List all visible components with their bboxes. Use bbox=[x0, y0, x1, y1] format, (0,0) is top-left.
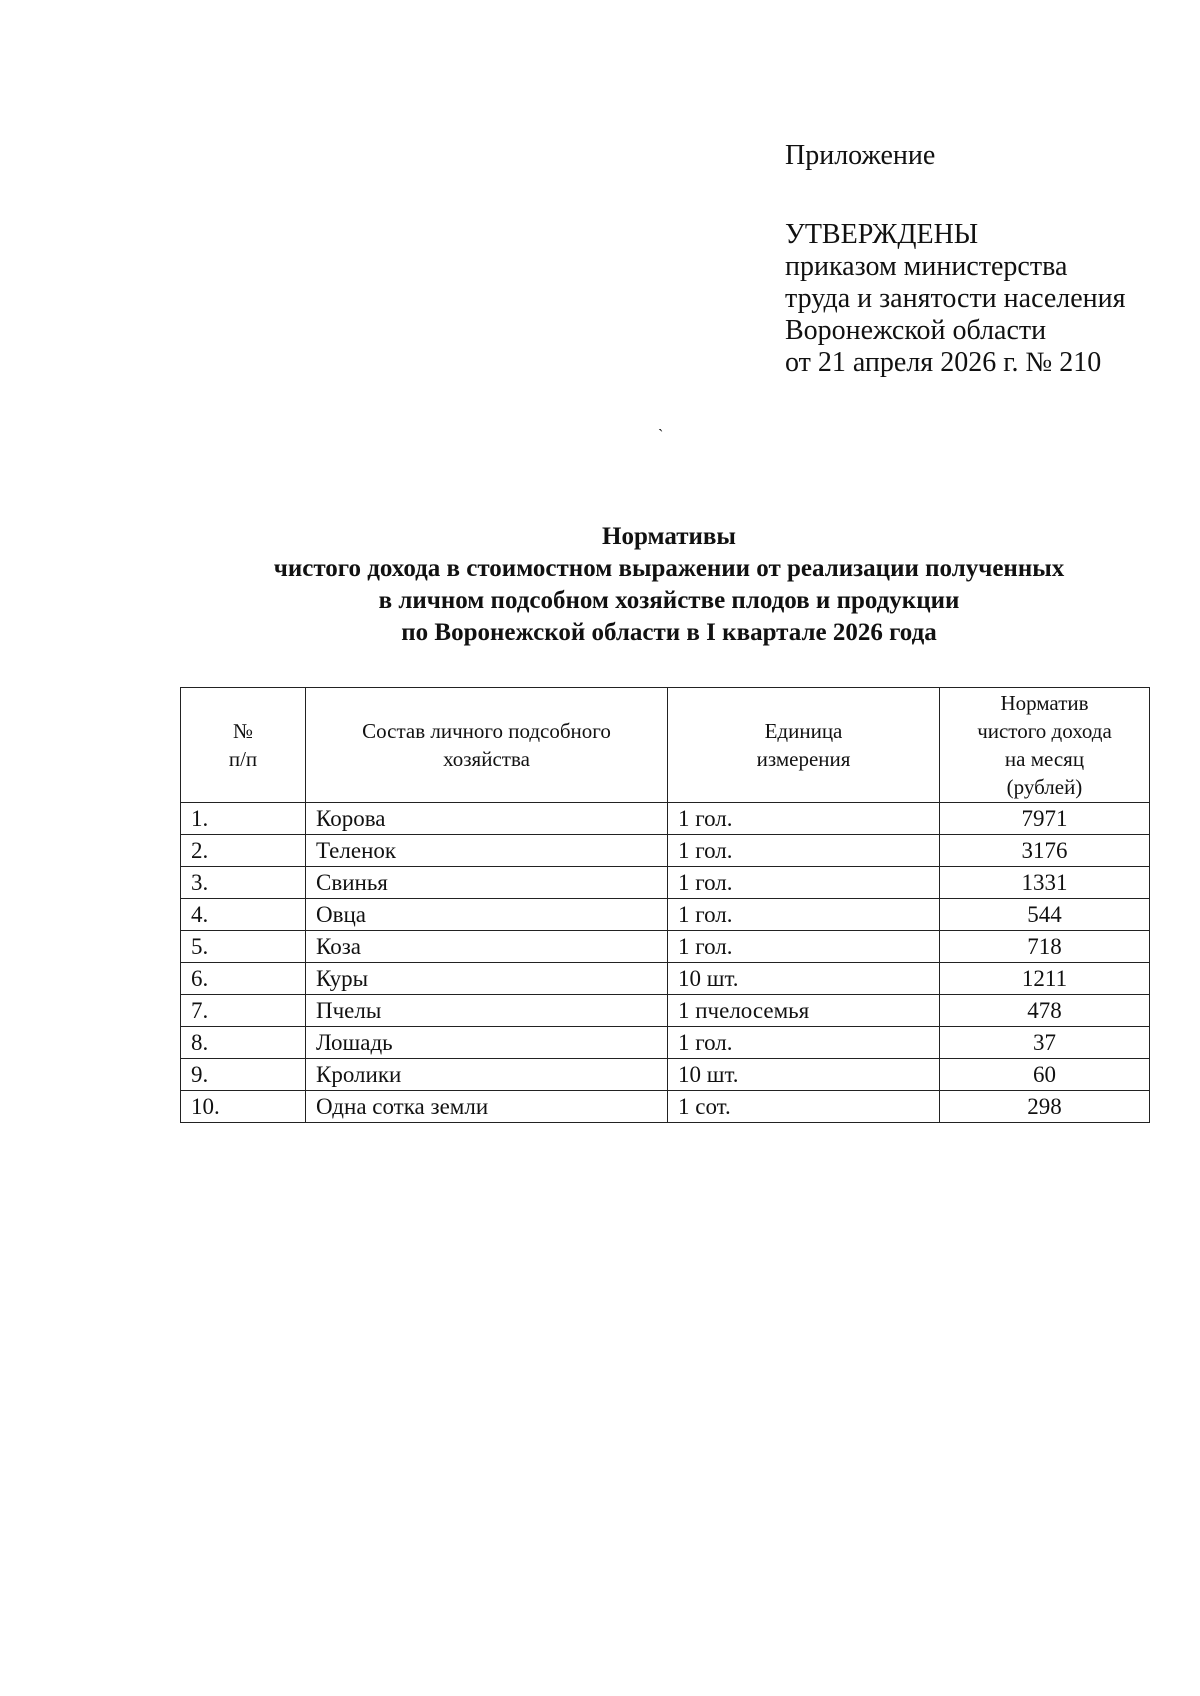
row-num: 6. bbox=[181, 963, 306, 995]
stray-scan-mark: ˋ bbox=[658, 427, 664, 444]
order-line-3: Воронежской области bbox=[785, 315, 1047, 346]
row-unit: 10 шт. bbox=[668, 963, 940, 995]
header-unit: Единица измерения bbox=[668, 688, 940, 803]
table-row bbox=[181, 931, 1150, 963]
approval-block bbox=[785, 140, 1126, 379]
norms-table bbox=[180, 687, 1150, 1123]
table-row bbox=[181, 963, 1150, 995]
row-value: 544 bbox=[940, 899, 1150, 931]
table-row bbox=[181, 867, 1150, 899]
title-line-1: Нормативы bbox=[602, 523, 736, 550]
row-name: Свинья bbox=[306, 867, 668, 899]
order-line-1: приказом министерства bbox=[785, 251, 1068, 282]
row-unit: 1 сот. bbox=[668, 1091, 940, 1123]
row-value: 37 bbox=[940, 1027, 1150, 1059]
order-date-number: от 21 апреля 2026 г. № 210 bbox=[785, 347, 1102, 378]
row-unit: 1 гол. bbox=[668, 867, 940, 899]
row-value: 3176 bbox=[940, 835, 1150, 867]
order-line-2: труда и занятости населения bbox=[785, 283, 1126, 314]
row-unit: 1 гол. bbox=[668, 803, 940, 835]
title-line-2: чистого дохода в стоимостном выражении от реализации полученных bbox=[273, 555, 1065, 582]
row-name: Теленок bbox=[306, 835, 668, 867]
row-name: Овца bbox=[306, 899, 668, 931]
row-num: 9. bbox=[181, 1059, 306, 1091]
header-name: Состав личного подсобного хозяйства bbox=[306, 688, 668, 803]
title-line-4: по Воронежской области в I квартале 2026 года bbox=[401, 619, 937, 646]
row-num: 5. bbox=[181, 931, 306, 963]
row-name: Коза bbox=[306, 931, 668, 963]
row-name: Пчелы bbox=[306, 995, 668, 1027]
table-row bbox=[181, 899, 1150, 931]
header-value: Норматив чистого дохода на месяц (рублей) bbox=[940, 688, 1150, 803]
table-row bbox=[181, 803, 1150, 835]
row-unit: 10 шт. bbox=[668, 1059, 940, 1091]
table-row bbox=[181, 1027, 1150, 1059]
row-unit: 1 гол. bbox=[668, 1027, 940, 1059]
table-row bbox=[181, 1091, 1150, 1123]
row-unit: 1 гол. bbox=[668, 931, 940, 963]
row-value: 1331 bbox=[940, 867, 1150, 899]
row-value: 60 bbox=[940, 1059, 1150, 1091]
table-row bbox=[181, 835, 1150, 867]
row-num: 1. bbox=[181, 803, 306, 835]
header-num: № п/п bbox=[181, 688, 306, 803]
row-num: 2. bbox=[181, 835, 306, 867]
table-row bbox=[181, 995, 1150, 1027]
row-value: 718 bbox=[940, 931, 1150, 963]
row-name: Лошадь bbox=[306, 1027, 668, 1059]
row-value: 298 bbox=[940, 1091, 1150, 1123]
row-num: 7. bbox=[181, 995, 306, 1027]
appendix-label: Приложение bbox=[785, 140, 936, 171]
document-title bbox=[190, 521, 1148, 649]
row-name: Одна сотка земли bbox=[306, 1091, 668, 1123]
row-value: 1211 bbox=[940, 963, 1150, 995]
row-name: Корова bbox=[306, 803, 668, 835]
row-value: 478 bbox=[940, 995, 1150, 1027]
table-row bbox=[181, 1059, 1150, 1091]
row-unit: 1 гол. bbox=[668, 835, 940, 867]
title-line-3: в личном подсобном хозяйстве плодов и продукции bbox=[378, 587, 960, 614]
row-num: 4. bbox=[181, 899, 306, 931]
table-header-row bbox=[181, 688, 1150, 803]
row-unit: 1 пчелосемья bbox=[668, 995, 940, 1027]
row-name: Куры bbox=[306, 963, 668, 995]
row-unit: 1 гол. bbox=[668, 899, 940, 931]
row-num: 10. bbox=[181, 1091, 306, 1123]
row-name: Кролики bbox=[306, 1059, 668, 1091]
row-value: 7971 bbox=[940, 803, 1150, 835]
approved-label: УТВЕРЖДЕНЫ bbox=[785, 219, 979, 250]
row-num: 8. bbox=[181, 1027, 306, 1059]
row-num: 3. bbox=[181, 867, 306, 899]
